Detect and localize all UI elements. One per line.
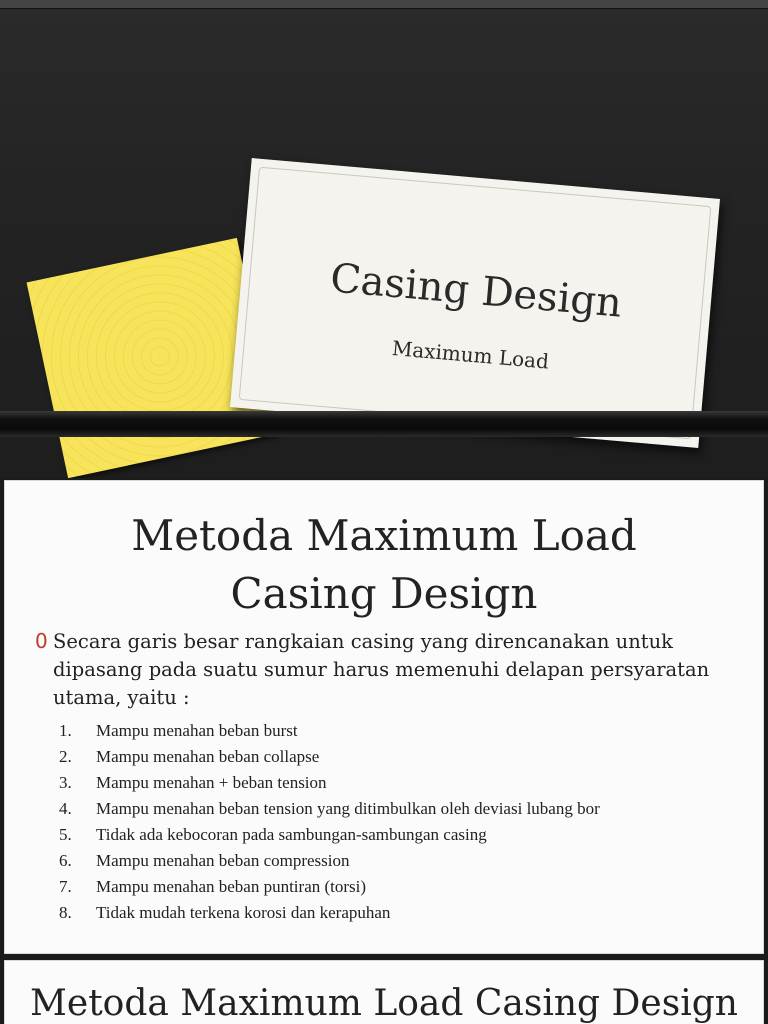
list-item: [59, 822, 759, 848]
item-text: Mampu menahan beban tension yang ditimbulkan oleh deviasi lubang bor: [96, 799, 600, 818]
item-number: 3.: [59, 773, 72, 792]
list-item: [59, 770, 759, 796]
item-number: 5.: [59, 825, 72, 844]
list-item: [59, 848, 759, 874]
item-number: 1.: [59, 721, 72, 740]
item-text: Tidak mudah terkena korosi dan kerapuhan: [96, 903, 391, 922]
title-card: [230, 158, 720, 448]
item-number: 2.: [59, 747, 72, 766]
item-text: Mampu menahan + beban tension: [96, 773, 327, 792]
content-slide: [4, 480, 764, 954]
intro-paragraph: Secara garis besar rangkaian casing yang direncanakan untuk dipasang pada suatu sumur harus memenuhi delapan persyaratan utama, yaitu :: [53, 630, 710, 709]
title-slide: [0, 0, 768, 478]
item-text: Mampu menahan beban puntiran (torsi): [96, 877, 367, 896]
item-number: 6.: [59, 851, 72, 870]
elastic-band-decoration: [0, 411, 768, 437]
item-number: 8.: [59, 903, 72, 922]
title-line-1: Metoda Maximum Load: [131, 511, 637, 560]
item-text: Mampu menahan beban collapse: [96, 747, 320, 766]
list-item: [59, 874, 759, 900]
list-item: [59, 744, 759, 770]
next-slide-title: Metoda Maximum Load Casing Design: [30, 983, 738, 1024]
next-slide: [4, 960, 764, 1024]
requirements-list: [59, 718, 759, 926]
item-text: Tidak ada kebocoran pada sambungan-sambungan casing: [96, 825, 487, 844]
item-text: Mampu menahan beban burst: [96, 721, 298, 740]
item-number: 4.: [59, 799, 72, 818]
slide-title: Casing Design: [328, 255, 624, 327]
item-number: 7.: [59, 877, 72, 896]
bullet-marker: 0: [35, 629, 48, 653]
slide-top-border: [0, 0, 768, 9]
item-text: Mampu menahan beban compression: [96, 851, 350, 870]
list-item: [59, 718, 759, 744]
content-slide-title: [5, 507, 763, 623]
list-item: [59, 796, 759, 822]
slide-subtitle: Maximum Load: [391, 335, 550, 374]
title-line-2: Casing Design: [230, 569, 538, 618]
list-item: [59, 900, 759, 926]
